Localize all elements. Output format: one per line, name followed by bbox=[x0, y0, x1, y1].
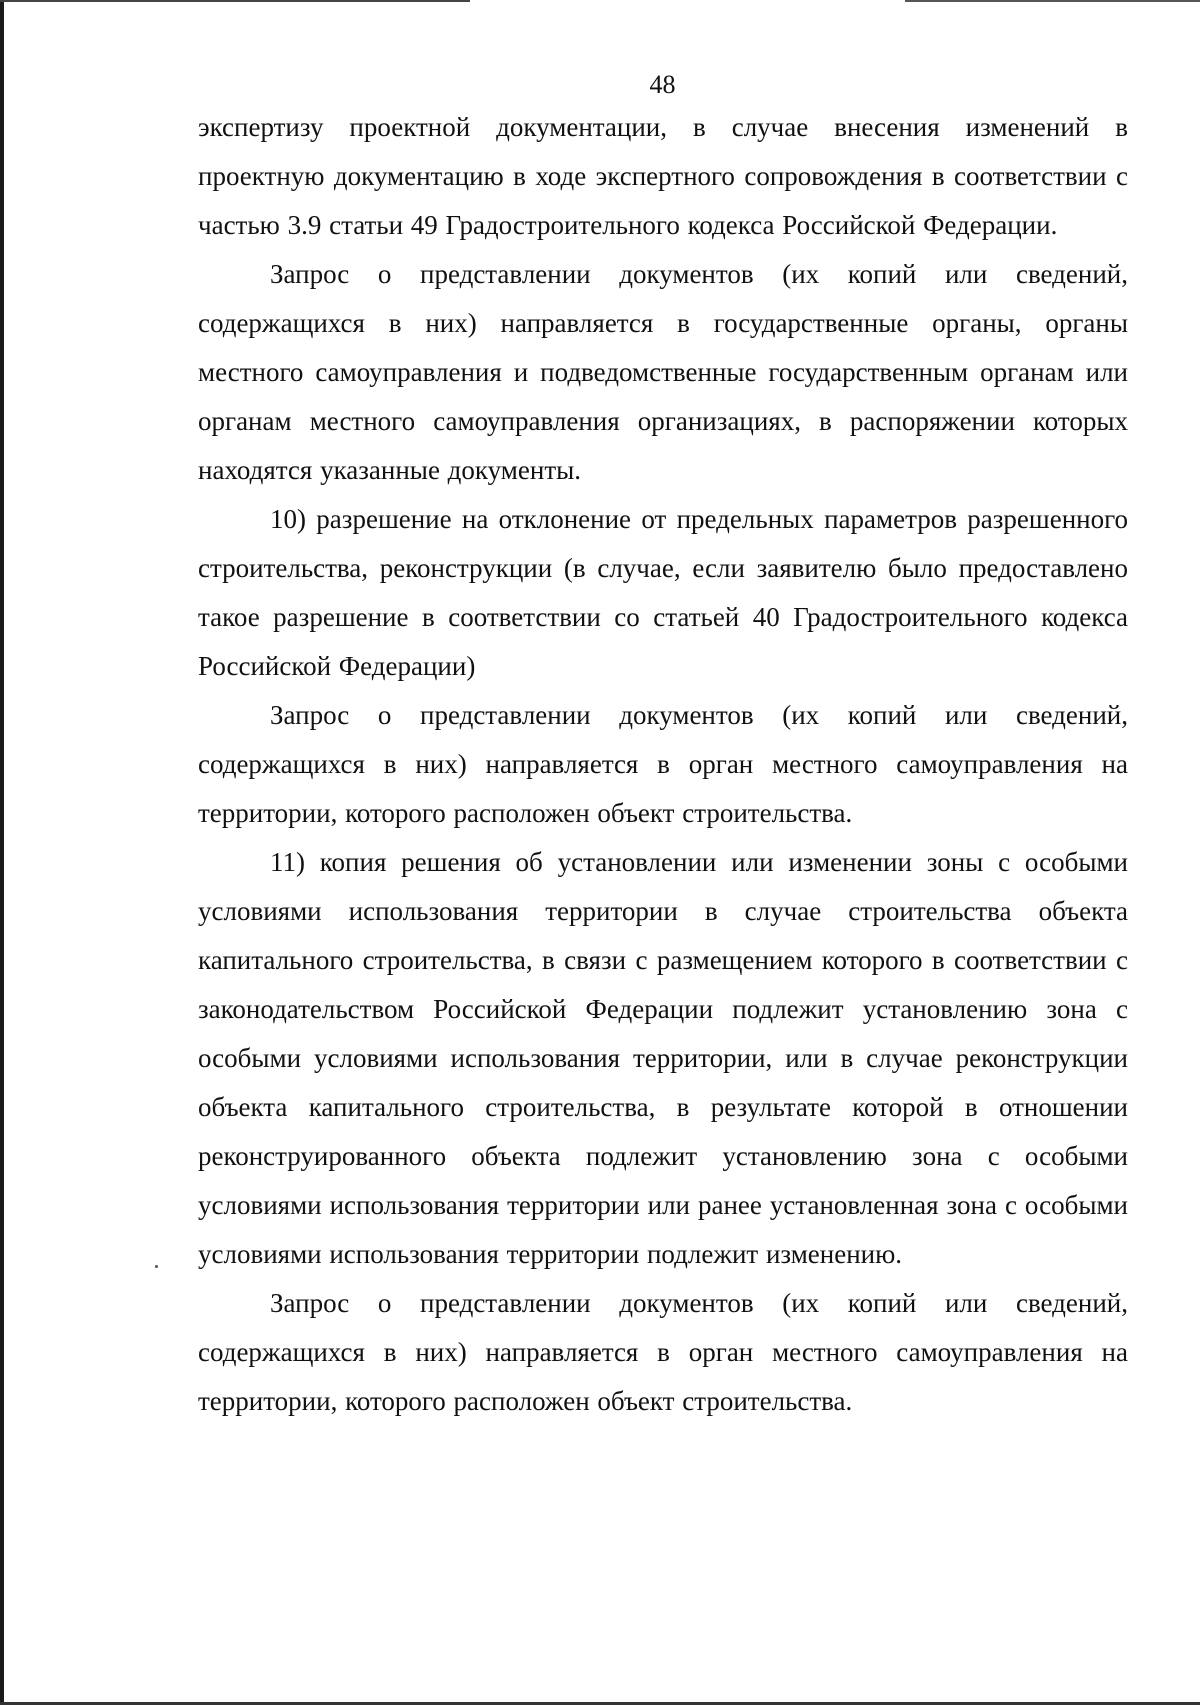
scan-edge-top bbox=[0, 0, 470, 2]
scan-edge-top-right bbox=[905, 0, 1200, 2]
page-number: 48 bbox=[649, 70, 676, 99]
paragraph-continuation: экспертизу проектной документации, в случае внесения изменений в проектную документацию в ходе экспертного сопровождения в соответствии с частью 3.9 статьи 49 Градостроительного кодекса Российской Федерации. bbox=[198, 111, 1128, 240]
paragraph-item-10: 10) разрешение на отклонение от предельных параметров разрешенного строительства, реконструкции (в случае, если заявителю было предоставлено такое разрешение в соответствии со статьей 40 Градостроительного кодекса Российской Федерации) bbox=[198, 503, 1128, 681]
document-body bbox=[198, 103, 1128, 1426]
scan-edge-left bbox=[0, 0, 4, 1705]
paragraph-request-local-government-2: Запрос о представлении документов (их копий или сведений, содержащихся в них) направляется в орган местного самоуправления на территории, которого расположен объект строительства. bbox=[198, 1287, 1128, 1416]
paragraph-request-local-government: Запрос о представлении документов (их копий или сведений, содержащихся в них) направляется в орган местного самоуправления на территории, которого расположен объект строительства. bbox=[198, 699, 1128, 828]
paragraph-request-state-organs: Запрос о представлении документов (их копий или сведений, содержащихся в них) направляется в государственные органы, органы местного самоуправления и подведомственные государственным органам или органам местного самоуправления организациях, в распоряжении которых находятся указанные документы. bbox=[198, 258, 1128, 485]
scan-speck bbox=[155, 1265, 158, 1268]
paragraph-item-11: 11) копия решения об установлении или изменении зоны с особыми условиями использования территории в случае строительства объекта капитального строительства, в связи с размещением которого в соответствии с законодательством Российской Федерации подлежит установлению зона с особыми условиями использования территории, или в случае реконструкции объекта капитального строительства, в результате которой в отношении реконструированного объекта подлежит установлению зона с особыми условиями использования территории или ранее установленная зона с особыми условиями использования территории подлежит изменению. bbox=[198, 846, 1128, 1269]
